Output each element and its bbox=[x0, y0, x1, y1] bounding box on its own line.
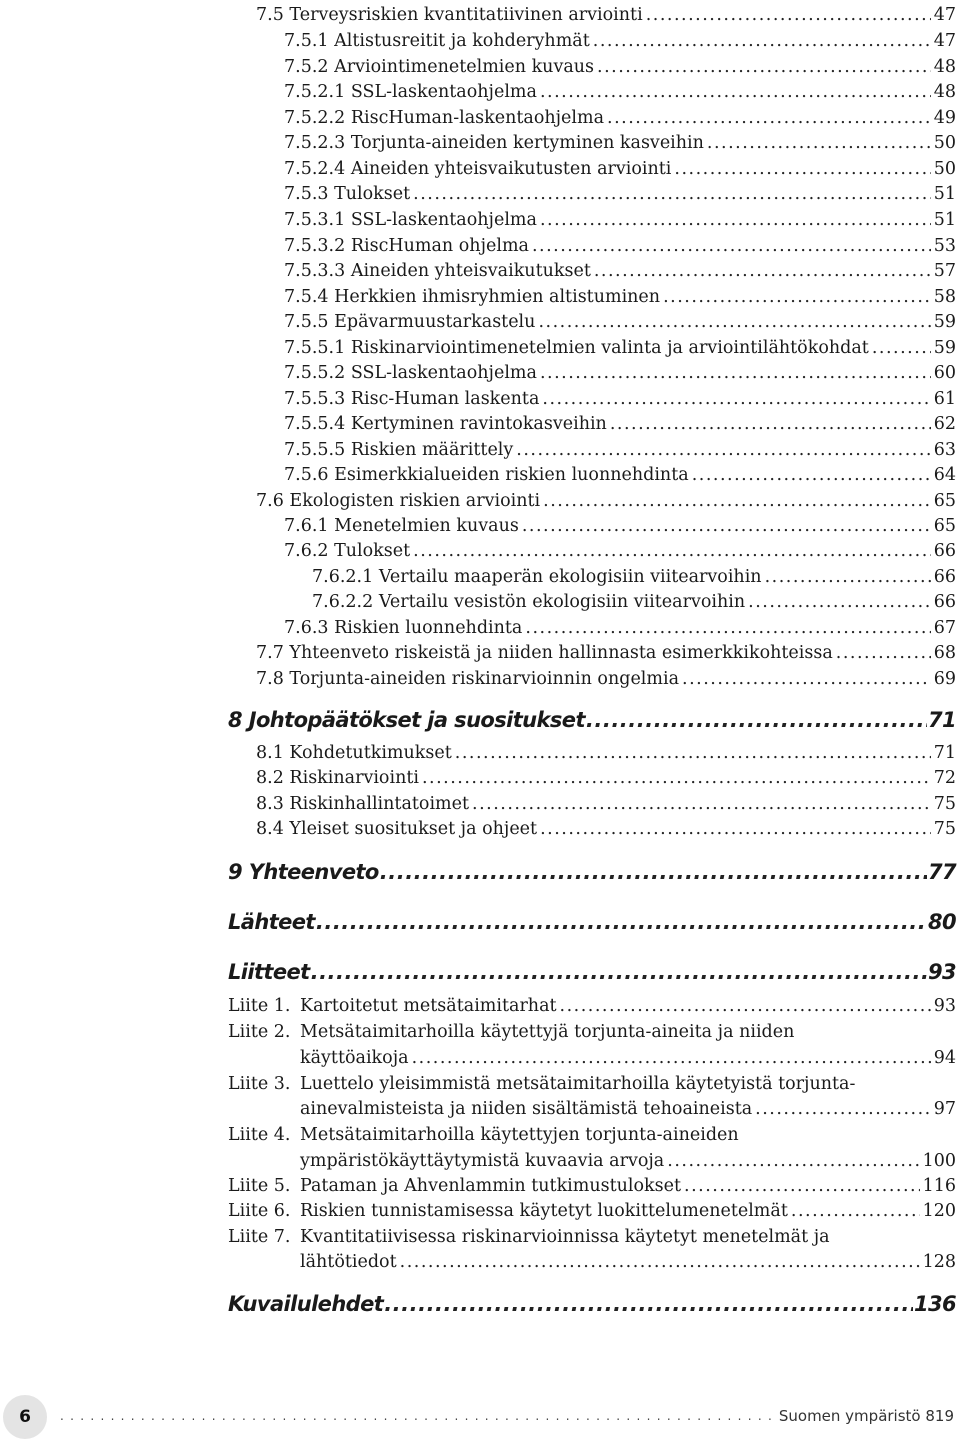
page-number-ref: 66 bbox=[933, 567, 956, 587]
section-title: Pataman ja Ahvenlammin tutkimustulokset bbox=[300, 1176, 682, 1196]
dotted-leader bbox=[543, 490, 931, 512]
section-number: 7.5.3.2 bbox=[284, 236, 346, 256]
toc-entry[interactable] bbox=[256, 767, 956, 789]
section-number: 7.6.2.2 bbox=[312, 592, 374, 612]
dotted-leader bbox=[412, 1047, 931, 1069]
toc-entry-title bbox=[256, 642, 833, 664]
section-title: ainevalmisteista ja niiden sisältämistä tehoaineista bbox=[300, 1099, 753, 1119]
section-number: 9 bbox=[228, 860, 243, 884]
section-title: Tulokset bbox=[334, 541, 411, 561]
toc-entry[interactable] bbox=[284, 235, 956, 257]
toc-entry-title bbox=[284, 388, 539, 410]
toc-entry[interactable] bbox=[284, 30, 956, 52]
dotted-leader bbox=[422, 767, 931, 789]
page-number-ref: 100 bbox=[922, 1151, 956, 1171]
section-title: Torjunta-aineiden riskinarvioinnin ongelmia bbox=[289, 669, 680, 689]
dotted-leader bbox=[607, 107, 931, 129]
appendix-label: Liite 4. bbox=[228, 1125, 291, 1145]
dotted-leader bbox=[872, 337, 931, 359]
section-title: Herkkien ihmisryhmien altistuminen bbox=[334, 287, 661, 307]
dotted-leader bbox=[663, 286, 931, 308]
series-label: Suomen ympäristö 819 bbox=[778, 1407, 954, 1425]
dotted-leader bbox=[316, 908, 927, 936]
section-title: Riskien luonnehdinta bbox=[334, 618, 523, 638]
section-number: 7.5.2.2 bbox=[284, 108, 346, 128]
toc-entry-title bbox=[284, 337, 869, 359]
toc-entry-title bbox=[300, 1124, 739, 1146]
section-number: 7.5.6 bbox=[284, 465, 329, 485]
page-number-ref: 47 bbox=[933, 31, 956, 51]
section-title: Luettelo yleisimmistä metsätaimitarhoilla käytetyistä torjunta- bbox=[300, 1074, 856, 1094]
page-number-ref: 67 bbox=[933, 618, 956, 638]
section-title: Vertailu vesistön ekologisiin viitearvoihin bbox=[378, 592, 746, 612]
toc-entry-title bbox=[284, 260, 591, 282]
section-number: 7.5.2 bbox=[284, 57, 329, 77]
page-number-ref: 93 bbox=[927, 960, 956, 984]
toc-entry-title bbox=[300, 1251, 397, 1273]
appendix-label: Liite 7. bbox=[228, 1227, 291, 1247]
section-number: 7.8 bbox=[256, 669, 284, 689]
section-title: Riskien tunnistamisessa käytetyt luokittelumenetelmät bbox=[300, 1201, 788, 1221]
toc-entry[interactable] bbox=[284, 617, 956, 639]
section-title: Vertailu maaperän ekologisiin viitearvoihin bbox=[378, 567, 762, 587]
toc-entry[interactable] bbox=[256, 668, 956, 690]
toc-entry[interactable] bbox=[284, 515, 956, 537]
section-title: Kuvailulehdet bbox=[228, 1292, 384, 1316]
dotted-leader bbox=[791, 1200, 920, 1222]
toc-entry[interactable] bbox=[256, 818, 956, 840]
page-number-ref: 61 bbox=[933, 389, 956, 409]
toc-entry-title bbox=[284, 132, 704, 154]
section-title: Epävarmuustarkastelu bbox=[334, 312, 536, 332]
dotted-leader bbox=[707, 132, 931, 154]
toc-entry-title bbox=[256, 793, 469, 815]
page-number-ref: 77 bbox=[927, 860, 956, 884]
footer-dotted-rule bbox=[60, 1409, 775, 1425]
appendix-label: Liite 2. bbox=[228, 1022, 291, 1042]
page-number-ref: 53 bbox=[933, 236, 956, 256]
toc-entry-title bbox=[300, 995, 557, 1017]
toc-entry-title bbox=[300, 1226, 830, 1248]
dotted-leader bbox=[597, 56, 931, 78]
page-number-ref: 80 bbox=[927, 910, 956, 934]
page-number-ref: 136 bbox=[913, 1292, 956, 1316]
toc-entry-title bbox=[300, 1073, 855, 1095]
toc-appendix-entry[interactable] bbox=[228, 995, 956, 1017]
toc-entry[interactable] bbox=[284, 209, 956, 231]
section-title: Altistusreitit ja kohderyhmät bbox=[334, 31, 590, 51]
section-title: Yhteenveto riskeistä ja niiden hallinnasta esimerkkikohteissa bbox=[289, 643, 833, 663]
toc-entry-title bbox=[284, 107, 604, 129]
section-title: käyttöaikoja bbox=[300, 1048, 409, 1068]
toc-entry-title bbox=[284, 286, 660, 308]
toc-entry-title bbox=[256, 4, 643, 26]
toc-entry[interactable] bbox=[284, 388, 956, 410]
toc-appendix-entry[interactable] bbox=[228, 1021, 956, 1043]
toc-entry-title bbox=[228, 908, 315, 936]
section-title: Tulokset bbox=[334, 184, 411, 204]
toc-entry-title bbox=[284, 81, 537, 103]
toc-entry-title bbox=[228, 858, 379, 886]
dotted-leader bbox=[413, 183, 931, 205]
toc-appendix-entry[interactable] bbox=[228, 1150, 956, 1172]
toc-entry[interactable] bbox=[284, 413, 956, 435]
dotted-leader bbox=[674, 158, 930, 180]
page-number-ref: 68 bbox=[933, 643, 956, 663]
dotted-leader bbox=[455, 742, 931, 764]
toc-appendix-entry[interactable] bbox=[228, 1200, 956, 1222]
section-title: Arviointimenetelmien kuvaus bbox=[334, 57, 595, 77]
toc-entry[interactable] bbox=[284, 158, 956, 180]
section-title: Yleiset suositukset ja ohjeet bbox=[289, 819, 538, 839]
page-number-ref: 48 bbox=[933, 82, 956, 102]
section-number: 7.5.2.3 bbox=[284, 133, 346, 153]
page-number-ref: 47 bbox=[933, 5, 956, 25]
page-number-ref: 65 bbox=[933, 491, 956, 511]
toc-entry[interactable] bbox=[284, 464, 956, 486]
section-number: 7.5.3.3 bbox=[284, 261, 346, 281]
section-title: SSL-laskentaohjelma bbox=[350, 82, 537, 102]
toc-appendix-entry[interactable] bbox=[228, 1098, 956, 1120]
section-number: 7.5.5.4 bbox=[284, 414, 346, 434]
page-number-ref: 69 bbox=[933, 669, 956, 689]
toc-entry-title bbox=[312, 566, 762, 588]
toc-entry-title bbox=[256, 767, 419, 789]
section-title: Riskien määrittely bbox=[350, 440, 514, 460]
section-title: Riskinarviointimenetelmien valinta ja arviointilähtökohdat bbox=[350, 338, 869, 358]
toc-entry[interactable] bbox=[284, 183, 956, 205]
page-footer bbox=[0, 1390, 960, 1448]
section-title: RiscHuman ohjelma bbox=[350, 236, 529, 256]
page-number-ref: 59 bbox=[933, 312, 956, 332]
dotted-leader bbox=[540, 81, 931, 103]
section-number: 7.6.3 bbox=[284, 618, 329, 638]
toc-entry[interactable] bbox=[312, 566, 956, 588]
page-number-ref: 93 bbox=[933, 996, 956, 1016]
section-title: Esimerkkialueiden riskien luonnehdinta bbox=[334, 465, 689, 485]
toc-entry[interactable] bbox=[256, 490, 956, 512]
page-number-ref: 66 bbox=[933, 541, 956, 561]
page-number-ref: 51 bbox=[933, 210, 956, 230]
toc-entry-title bbox=[300, 1200, 788, 1222]
page-number-badge bbox=[3, 1395, 47, 1439]
toc-entry[interactable] bbox=[256, 793, 956, 815]
dotted-leader bbox=[594, 260, 931, 282]
toc-entry[interactable] bbox=[256, 4, 956, 26]
toc-entry-title bbox=[284, 158, 671, 180]
dotted-leader bbox=[380, 858, 927, 886]
page-number-ref: 128 bbox=[922, 1252, 956, 1272]
toc-entry-title bbox=[300, 1098, 752, 1120]
section-title: Yhteenveto bbox=[248, 860, 379, 884]
toc-entry[interactable] bbox=[284, 132, 956, 154]
page-number-ref: 49 bbox=[933, 108, 956, 128]
section-number: 7.5.5.5 bbox=[284, 440, 346, 460]
appendix-label: Liite 6. bbox=[228, 1201, 291, 1221]
section-title: Kohdetutkimukset bbox=[289, 743, 452, 763]
dotted-leader bbox=[532, 235, 931, 257]
section-number: 7.5.2.1 bbox=[284, 82, 346, 102]
toc-entry-title bbox=[256, 742, 452, 764]
section-title: ympäristökäyttäytymistä kuvaavia arvoja bbox=[300, 1151, 665, 1171]
page-number-ref: 72 bbox=[933, 768, 956, 788]
section-title: Kartoitetut metsätaimitarhat bbox=[300, 996, 557, 1016]
page-number-ref: 64 bbox=[933, 465, 956, 485]
section-title: Riskinhallintatoimet bbox=[289, 794, 470, 814]
section-title: Metsätaimitarhoilla käytettyjä torjunta-aineita ja niiden bbox=[300, 1022, 795, 1042]
section-title: Terveysriskien kvantitatiivinen arviointi bbox=[289, 5, 643, 25]
toc-entry-title bbox=[228, 706, 585, 734]
dotted-leader bbox=[610, 413, 931, 435]
section-title: Menetelmien kuvaus bbox=[334, 516, 519, 536]
toc-entry-title bbox=[284, 30, 590, 52]
section-number: 8 bbox=[228, 708, 243, 732]
dotted-leader bbox=[540, 818, 931, 840]
section-number: 8.3 bbox=[256, 794, 284, 814]
toc-entry[interactable] bbox=[284, 81, 956, 103]
dotted-leader bbox=[755, 1098, 931, 1120]
section-title: SSL-laskentaohjelma bbox=[350, 210, 537, 230]
toc-entry-title bbox=[300, 1175, 681, 1197]
toc-entry[interactable] bbox=[284, 439, 956, 461]
section-number: 8.2 bbox=[256, 768, 284, 788]
section-number: 7.6.2.1 bbox=[312, 567, 374, 587]
dotted-leader bbox=[472, 793, 931, 815]
dotted-leader bbox=[400, 1251, 920, 1273]
toc-entry-title bbox=[284, 235, 529, 257]
toc-entry-title bbox=[284, 464, 689, 486]
page-number-ref: 65 bbox=[933, 516, 956, 536]
toc-entry[interactable] bbox=[284, 286, 956, 308]
page-number-ref: 51 bbox=[933, 184, 956, 204]
page-number: 6 bbox=[19, 1407, 31, 1427]
dotted-leader bbox=[692, 464, 931, 486]
section-title: Liitteet bbox=[228, 960, 310, 984]
toc-entry[interactable] bbox=[284, 362, 956, 384]
section-number: 7.6 bbox=[256, 491, 284, 511]
page-number-ref: 75 bbox=[933, 819, 956, 839]
toc-chapter-entry[interactable] bbox=[228, 1290, 956, 1318]
toc-chapter-entry[interactable] bbox=[228, 908, 956, 936]
dotted-leader bbox=[682, 668, 931, 690]
toc-chapter-entry[interactable] bbox=[228, 858, 956, 886]
toc-entry-title bbox=[256, 490, 540, 512]
section-number: 7.7 bbox=[256, 643, 284, 663]
toc-entry-title bbox=[284, 540, 410, 562]
toc-entry-title bbox=[256, 668, 679, 690]
section-title: Aineiden yhteisvaikutukset bbox=[350, 261, 591, 281]
dotted-leader bbox=[684, 1175, 920, 1197]
toc-entry[interactable] bbox=[284, 540, 956, 562]
toc-entry-title bbox=[284, 362, 537, 384]
section-number: 7.5.2.4 bbox=[284, 159, 346, 179]
toc-entry[interactable] bbox=[256, 642, 956, 664]
page-number-ref: 97 bbox=[933, 1099, 956, 1119]
page-number-ref: 116 bbox=[922, 1176, 956, 1196]
page-number-ref: 58 bbox=[933, 287, 956, 307]
section-number: 7.5.3 bbox=[284, 184, 329, 204]
section-title: Kertyminen ravintokasveihin bbox=[350, 414, 607, 434]
dotted-leader bbox=[560, 995, 931, 1017]
page-number-ref: 50 bbox=[933, 133, 956, 153]
dotted-leader bbox=[525, 617, 930, 639]
section-title: Ekologisten riskien arviointi bbox=[289, 491, 541, 511]
toc-appendix-entry[interactable] bbox=[228, 1251, 956, 1273]
dotted-leader bbox=[538, 311, 930, 333]
section-number: 7.5.3.1 bbox=[284, 210, 346, 230]
dotted-leader bbox=[748, 591, 931, 613]
appendix-label: Liite 5. bbox=[228, 1176, 291, 1196]
section-number: 8.4 bbox=[256, 819, 284, 839]
toc-entry[interactable] bbox=[284, 311, 956, 333]
page-number-ref: 62 bbox=[933, 414, 956, 434]
section-number: 8.1 bbox=[256, 743, 284, 763]
toc-appendix-entry[interactable] bbox=[228, 1047, 956, 1069]
section-number: 7.5.4 bbox=[284, 287, 329, 307]
toc-entry[interactable] bbox=[284, 107, 956, 129]
page-number-ref: 75 bbox=[933, 794, 956, 814]
toc-entry-title bbox=[284, 311, 535, 333]
toc-chapter-entry[interactable] bbox=[228, 958, 956, 986]
page-number-ref: 71 bbox=[927, 708, 956, 732]
dotted-leader bbox=[542, 388, 930, 410]
section-title: SSL-laskentaohjelma bbox=[350, 363, 537, 383]
toc-entry-title bbox=[284, 617, 522, 639]
toc-appendix-entry[interactable] bbox=[228, 1073, 956, 1095]
toc-entry-title bbox=[228, 1290, 383, 1318]
toc-entry-title bbox=[300, 1047, 409, 1069]
toc-entry[interactable] bbox=[312, 591, 956, 613]
toc-chapter-entry[interactable] bbox=[228, 706, 956, 734]
section-title: lähtötiedot bbox=[300, 1252, 397, 1272]
dotted-leader bbox=[384, 1290, 913, 1318]
toc-entry-title bbox=[300, 1150, 664, 1172]
toc-entry[interactable] bbox=[256, 742, 956, 764]
section-title: Aineiden yhteisvaikutusten arviointi bbox=[350, 159, 672, 179]
section-number: 7.5 bbox=[256, 5, 284, 25]
section-title: Metsätaimitarhoilla käytettyjen torjunta-aineiden bbox=[300, 1125, 739, 1145]
section-title: Johtopäätökset ja suositukset bbox=[248, 708, 585, 732]
toc-entry-title bbox=[284, 439, 513, 461]
appendix-label: Liite 3. bbox=[228, 1074, 291, 1094]
section-title: Kvantitatiivisessa riskinarvioinnissa käytetyt menetelmät ja bbox=[300, 1227, 830, 1247]
dotted-leader bbox=[413, 540, 931, 562]
section-number: 7.5.5.1 bbox=[284, 338, 346, 358]
appendix-label: Liite 1. bbox=[228, 996, 291, 1016]
dotted-leader bbox=[540, 209, 931, 231]
section-number: 7.6.1 bbox=[284, 516, 329, 536]
page-number-ref: 50 bbox=[933, 159, 956, 179]
toc-entry[interactable] bbox=[284, 337, 956, 359]
toc-entry-title bbox=[284, 515, 519, 537]
section-title: Torjunta-aineiden kertyminen kasveihin bbox=[350, 133, 704, 153]
section-title: RiscHuman-laskentaohjelma bbox=[350, 108, 605, 128]
dotted-leader bbox=[586, 706, 927, 734]
toc-appendix-entry[interactable] bbox=[228, 1226, 956, 1248]
dotted-leader bbox=[836, 642, 931, 664]
toc-entry-title bbox=[312, 591, 745, 613]
section-title: Riskinarviointi bbox=[289, 768, 419, 788]
dotted-leader bbox=[765, 566, 931, 588]
section-number: 7.5.5.3 bbox=[284, 389, 346, 409]
page-number-ref: 63 bbox=[933, 440, 956, 460]
page-number-ref: 120 bbox=[922, 1201, 956, 1221]
dotted-leader bbox=[516, 439, 930, 461]
toc-appendix-entry[interactable] bbox=[228, 1175, 956, 1197]
toc-entry[interactable] bbox=[284, 56, 956, 78]
toc-entry-title bbox=[284, 413, 607, 435]
dotted-leader bbox=[522, 515, 931, 537]
toc-entry-title bbox=[284, 209, 537, 231]
toc-entry-title bbox=[300, 1021, 794, 1043]
page-number-ref: 57 bbox=[933, 261, 956, 281]
toc-entry[interactable] bbox=[284, 260, 956, 282]
page-number-ref: 59 bbox=[933, 338, 956, 358]
dotted-leader bbox=[311, 958, 927, 986]
dotted-leader bbox=[593, 30, 931, 52]
dotted-leader bbox=[667, 1150, 919, 1172]
page-number-ref: 60 bbox=[933, 363, 956, 383]
page-number-ref: 71 bbox=[933, 743, 956, 763]
toc-entry-title bbox=[228, 958, 310, 986]
section-number: 7.5.5 bbox=[284, 312, 329, 332]
dotted-leader bbox=[646, 4, 931, 26]
page-number-ref: 66 bbox=[933, 592, 956, 612]
toc-entry-title bbox=[256, 818, 537, 840]
toc-entry-title bbox=[284, 183, 410, 205]
page-number-ref: 94 bbox=[933, 1048, 956, 1068]
section-title: Lähteet bbox=[228, 910, 315, 934]
section-number: 7.5.1 bbox=[284, 31, 329, 51]
section-number: 7.5.5.2 bbox=[284, 363, 346, 383]
toc-appendix-entry[interactable] bbox=[228, 1124, 956, 1146]
section-number: 7.6.2 bbox=[284, 541, 329, 561]
page-number-ref: 48 bbox=[933, 57, 956, 77]
dotted-leader bbox=[540, 362, 931, 384]
toc-entry-title bbox=[284, 56, 594, 78]
section-title: Risc-Human laskenta bbox=[350, 389, 540, 409]
